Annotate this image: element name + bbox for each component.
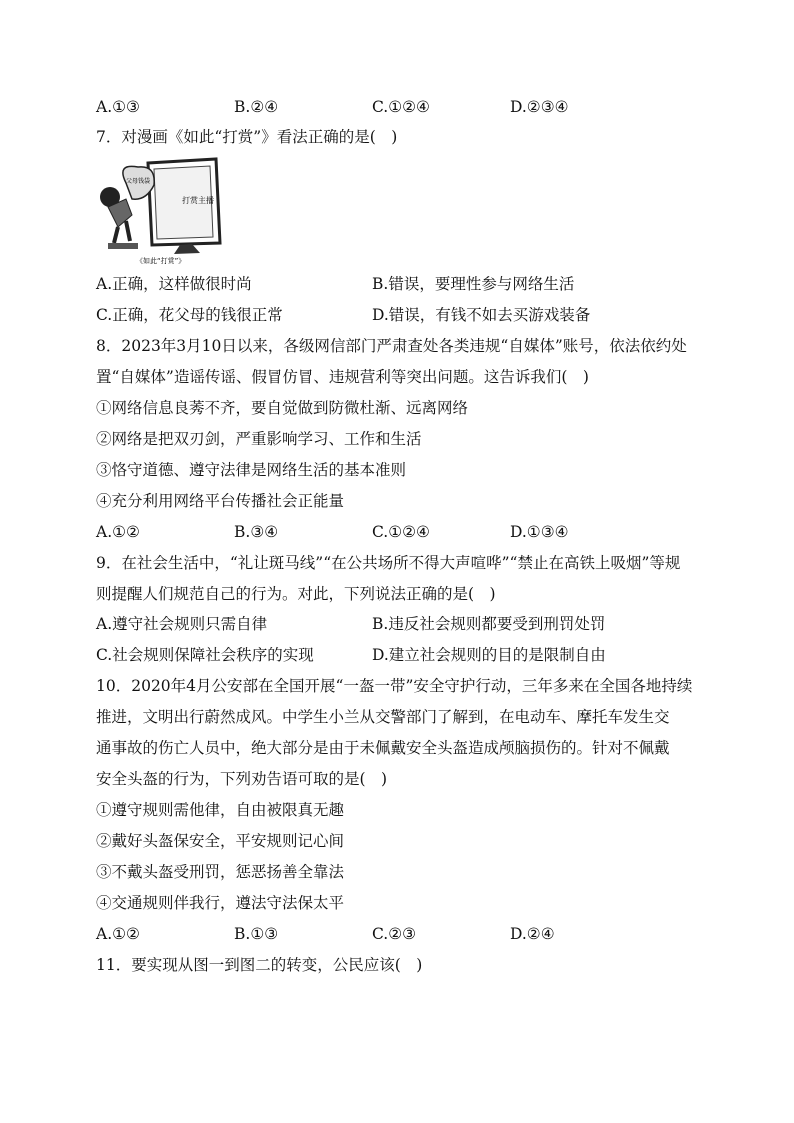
- comic-illustration: [96, 155, 236, 267]
- q9-stem-line1: 9．在社会生活中，“礼让斑马线”“在公共场所不得大声喧哗”“禁止在高铁上吸烟”等规: [96, 554, 681, 572]
- q8-option-a: A.①②: [96, 523, 140, 541]
- q8-statement-4: ④充分利用网络平台传播社会正能量: [96, 492, 345, 510]
- q9-option-c: C.社会规则保障社会秩序的实现: [96, 646, 314, 664]
- q11-stem: 11．要实现从图一到图二的转变，公民应该( ): [96, 956, 423, 974]
- q8-option-c: C.①②④: [372, 523, 430, 541]
- q10-stem-line2: 推进，文明出行蔚然成风。中学生小兰从交警部门了解到，在电动车、摩托车发生交: [96, 708, 670, 726]
- q10-statement-3: ③不戴头盔受刑罚，惩恶扬善全靠法: [96, 863, 345, 881]
- comic-bag-text: 父母钱袋: [126, 178, 151, 185]
- comic-caption: 《如此“打赏”》: [136, 257, 186, 265]
- q9-option-a: A.遵守社会规则只需自律: [96, 615, 268, 633]
- q10-option-a: A.①②: [96, 925, 140, 943]
- q8-statement-3: ③恪守道德、遵守法律是网络生活的基本准则: [96, 461, 407, 479]
- q8-statement-1: ①网络信息良莠不齐，要自觉做到防微杜渐、远离网络: [96, 399, 469, 417]
- q7-option-d: D.错误，有钱不如去买游戏装备: [372, 306, 591, 324]
- q10-statement-1: ①遵守规则需他律，自由被限真无趣: [96, 801, 345, 819]
- q6-option-c: C.①②④: [372, 98, 430, 116]
- q6-option-d: D.②③④: [510, 98, 569, 116]
- q7-option-c: C.正确，花父母的钱很正常: [96, 306, 283, 324]
- q7-stem: 7．对漫画《如此“打赏”》看法正确的是( ): [96, 128, 398, 146]
- q10-option-d: D.②④: [510, 925, 555, 943]
- q10-option-b: B.①③: [234, 925, 279, 943]
- q9-option-b: B.违反社会规则都要受到刑罚处罚: [372, 615, 606, 633]
- q6-option-b: B.②④: [234, 98, 279, 116]
- q8-option-b: B.③④: [234, 523, 279, 541]
- q7-option-a: A.正确，这样做很时尚: [96, 275, 252, 293]
- q8-stem-line1: 8．2023年3月10日以来，各级网信部门严肃查处各类违规“自媒体”账号，依法依约处: [96, 337, 687, 355]
- q10-stem-line1: 10．2020年4月公安部在全国开展“一盔一带”安全守护行动，三年多来在全国各地持续: [96, 677, 693, 695]
- q10-statement-2: ②戴好头盔保安全，平安规则记心间: [96, 832, 345, 850]
- q10-option-c: C.②③: [372, 925, 417, 943]
- comic-screen-text: 打赏主播: [182, 196, 214, 205]
- q7-option-b: B.错误，要理性参与网络生活: [372, 275, 575, 293]
- q10-stem-line3: 通事故的伤亡人员中，绝大部分是由于未佩戴安全头盔造成颅脑损伤的。针对不佩戴: [96, 739, 670, 757]
- q9-stem-line2: 则提醒人们规范自己的行为。对此，下列说法正确的是( ): [96, 585, 496, 603]
- q9-option-d: D.建立社会规则的目的是限制自由: [372, 646, 606, 664]
- q6-option-a: A.①③: [96, 98, 140, 116]
- q8-option-d: D.①③④: [510, 523, 569, 541]
- q8-stem-line2: 置“自媒体”造谣传谣、假冒仿冒、违规营利等突出问题。这告诉我们( ): [96, 368, 589, 386]
- q10-stem-line4: 安全头盔的行为，下列劝告语可取的是( ): [96, 770, 388, 788]
- q8-statement-2: ②网络是把双刃剑，严重影响学习、工作和生活: [96, 430, 422, 448]
- q10-statement-4: ④交通规则伴我行，遵法守法保太平: [96, 894, 345, 912]
